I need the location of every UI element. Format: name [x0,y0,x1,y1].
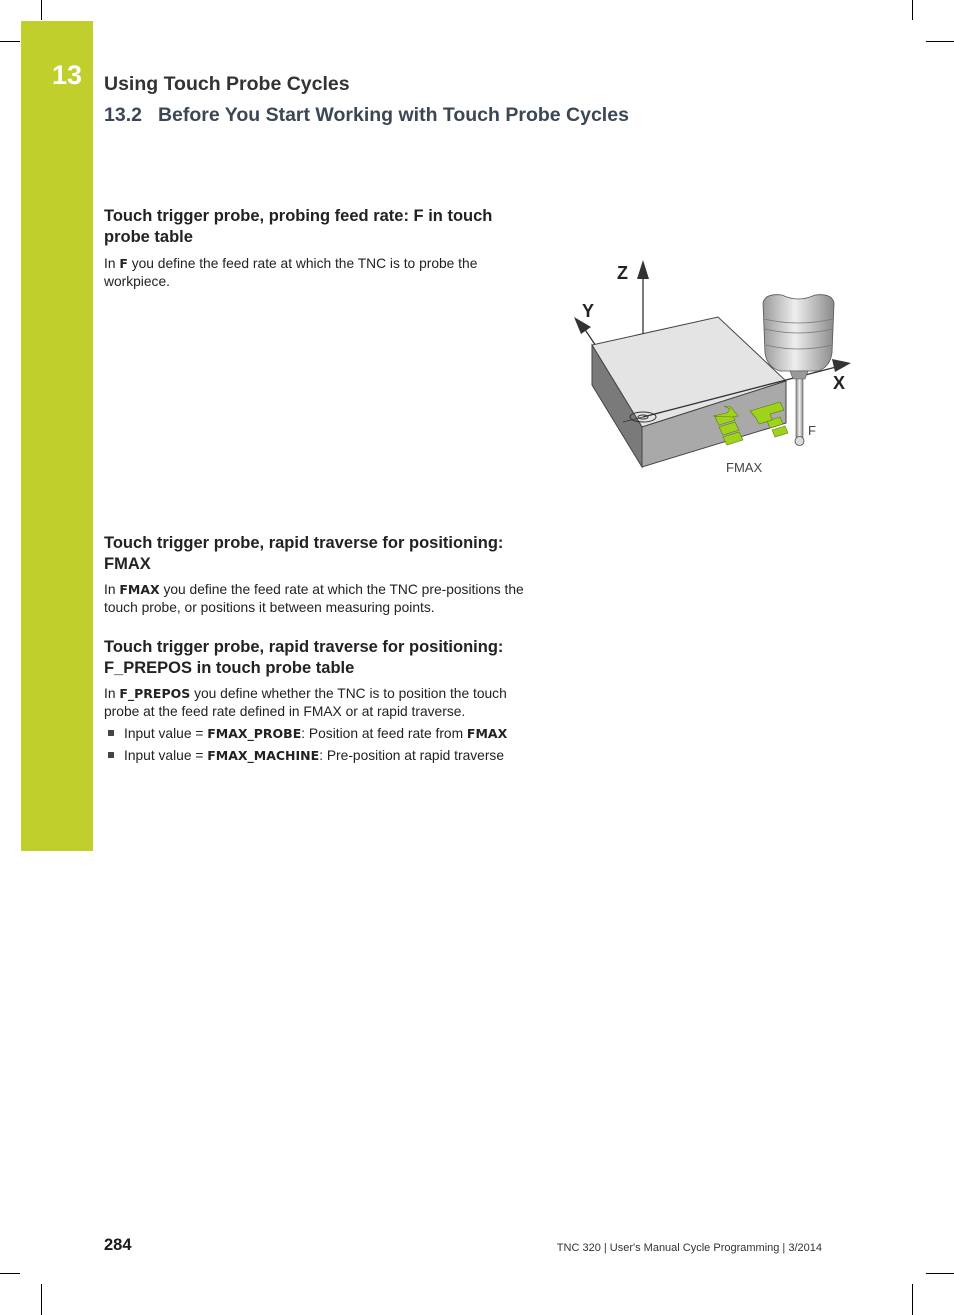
section-title [104,104,629,127]
paragraph-f-prepos: In F_PREPOS you define whether the TNC is to position the touch probe at the feed rate defined in FMAX or at rapid traverse. [104,686,507,719]
crop-mark [0,41,20,42]
probe-ball [795,437,804,446]
heading-fmax: Touch trigger probe, rapid traverse for positioning: FMAX [104,534,504,573]
crop-mark [912,0,913,20]
chapter-title: Using Touch Probe Cycles [104,73,350,95]
keyword-f: F [119,256,128,271]
list-item: Input value = FMAX_PROBE: Position at feed rate from FMAX [108,725,507,743]
bullet-icon [108,730,114,736]
section-name: Before You Start Working with Touch Probe Cycles [157,104,629,126]
crop-mark [0,1273,20,1274]
label-fmax: FMAX [726,460,763,475]
z-axis-arrow [637,260,649,279]
page-number: 284 [104,1236,132,1254]
crop-mark [912,1284,913,1315]
chapter-tab [21,21,93,851]
x-axis-arrow [832,359,851,372]
keyword-fmax: FMAX [119,582,160,597]
label-f: F [808,423,816,438]
x-axis-label: X [833,373,846,393]
z-axis-label: Z [617,263,628,283]
keyword-f-prepos: F_PREPOS [119,686,191,701]
section-number: 13.2 [104,104,142,126]
paragraph-fmax: In FMAX you define the feed rate at which the TNC pre-positions the touch probe, or positions it between measuring points. [104,582,524,615]
touch-probe-figure [560,255,860,485]
footer-text: TNC 320 | User's Manual Cycle Programming | 3/2014 [556,1242,822,1254]
crop-mark [926,41,954,42]
y-axis-label: Y [582,301,595,321]
crop-mark [41,0,42,20]
paragraph-feed-rate-f: In F you define the feed rate at which the TNC is to probe the workpiece. [104,256,478,289]
chapter-number: 13 [52,60,83,90]
heading-feed-rate-f: Touch trigger probe, probing feed rate: F in touch probe table [104,207,493,246]
crop-mark [41,1284,42,1315]
list-item: Input value = FMAX_MACHINE: Pre-position at rapid traverse [108,747,504,765]
bullet-icon [108,752,114,758]
heading-f-prepos: Touch trigger probe, rapid traverse for positioning: F_PREPOS in touch probe table [104,638,504,677]
crop-mark [926,1273,954,1274]
